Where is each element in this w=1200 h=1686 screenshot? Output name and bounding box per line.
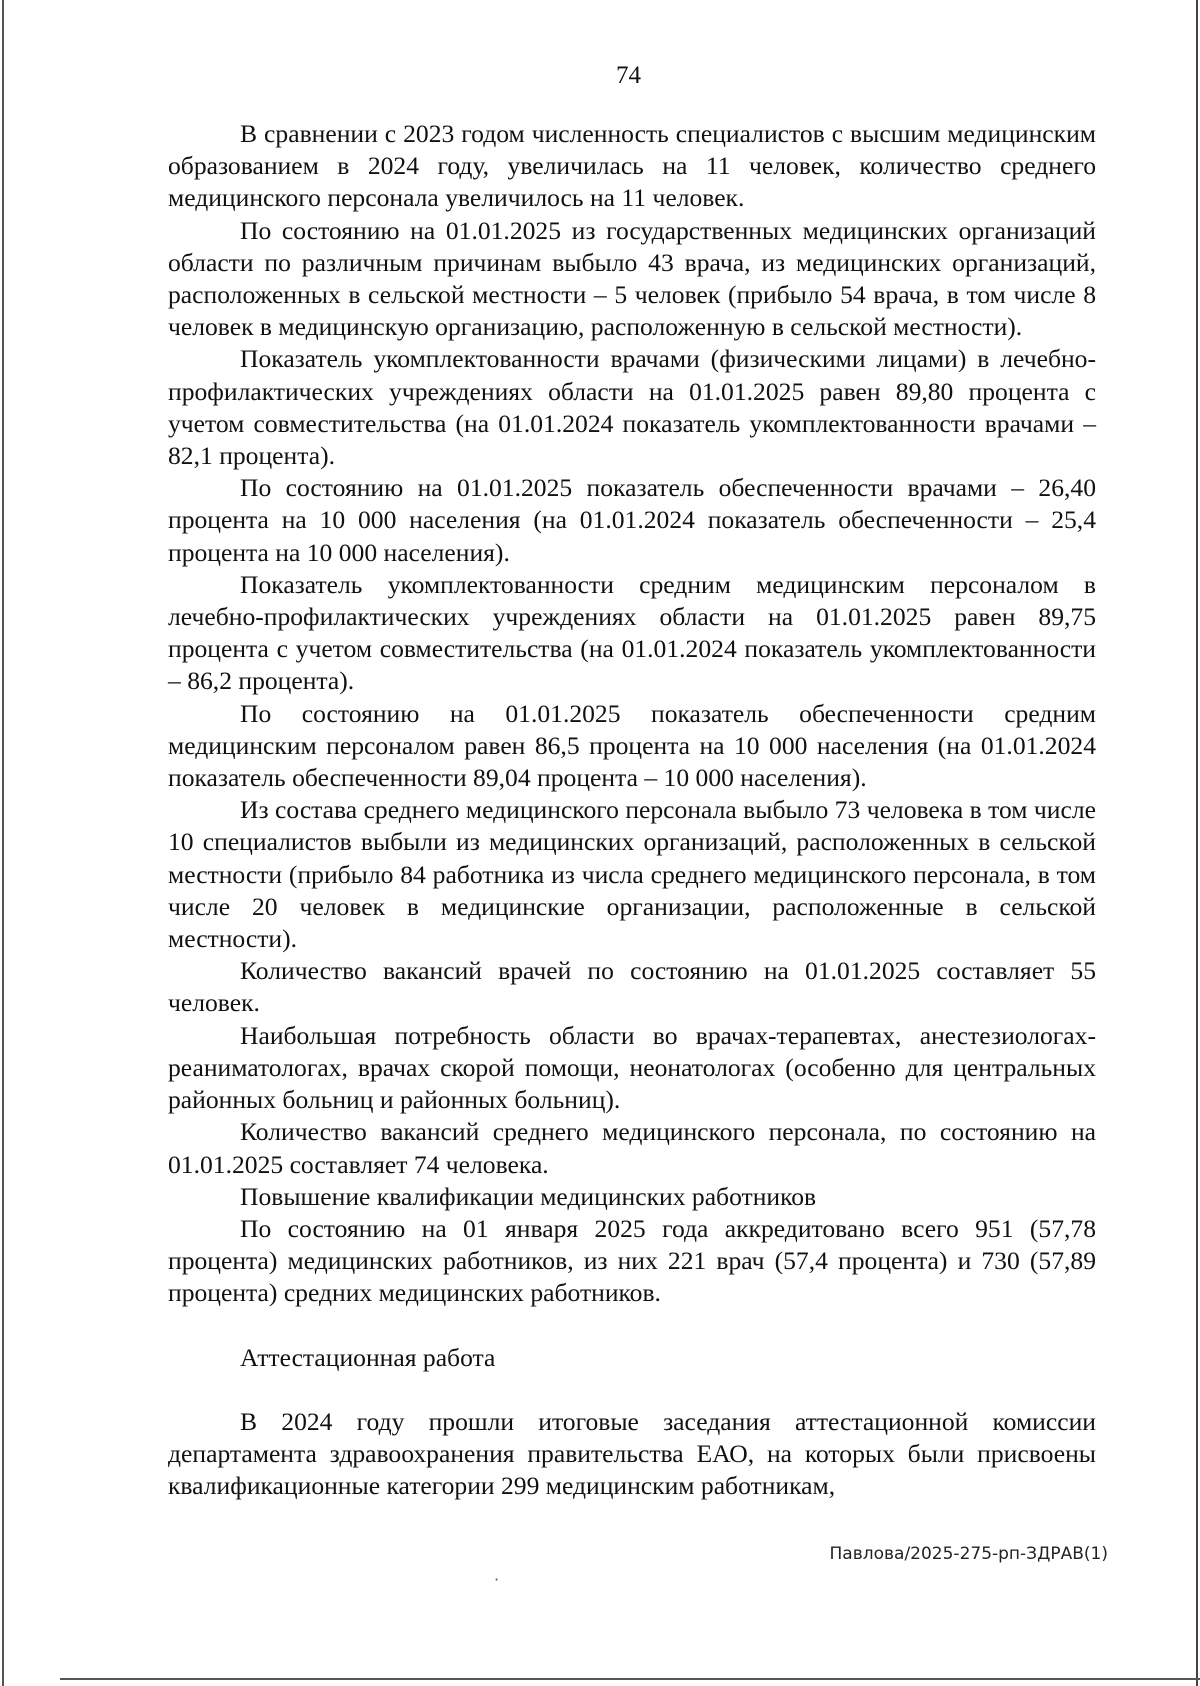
heading-qualification: Повышение квалификации медицинских работников (240, 1181, 817, 1211)
scan-left-edge (2, 0, 4, 1686)
scan-right-edge (1196, 0, 1198, 1686)
paragraph-doctor-provision: По состоянию на 01.01.2025 показатель обеспеченности врачами – 26,40 процента на 10 000 населения (на 01.01.2024 показатель обеспеченности – 25,4 процента на 10 000 населения). (168, 473, 1096, 567)
scan-bottom-edge (60, 1678, 1200, 1680)
scan-dot-mark: · (494, 1570, 500, 1589)
document-body (168, 118, 1096, 1502)
paragraph-nurses-departed: Из состава среднего медицинского персонала выбыло 73 человека в том числе 10 специалистов выбыли из медицинских организаций, расположенных в сельской местности (прибыло 84 работника из числа среднего медицинского персонала, в том числе 20 человек в медицинские организации, расположенные в сельской местности). (168, 795, 1096, 954)
paragraph-nurse-staffing: Показатель укомплектованности средним медицинским персоналом в лечебно-профилактических учреждениях области на 01.01.2025 равен 89,75 процента с учетом совместительства (на 01.01.2024 показатель укомплектованности – 86,2 процента). (168, 569, 1096, 696)
footer-document-reference: Павлова/2025-275-рп-ЗДРАВ(1) (829, 1544, 1108, 1564)
paragraph-nurse-provision: По состоянию на 01.01.2025 показатель обеспеченности средним медицинским персоналом равен 86,5 процента на 10 000 населения (на 01.01.2024 показатель обеспеченности 89,04 процента – 10 000 населения). (168, 698, 1096, 793)
heading-attestation: Аттестационная работа (240, 1342, 496, 1372)
page-number: 74 (616, 62, 641, 89)
paragraph-specialists-comparison: В сравнении с 2023 годом численность специалистов с высшим медицинским образованием в 2024 году, увеличилась на 11 человек, количество среднего медицинского персонала увеличилось на 11 человек. (168, 119, 1096, 213)
paragraph-doctor-staffing: Показатель укомплектованности врачами (физическими лицами) в лечебно-профилактических учреждениях области на 01.01.2025 равен 89,80 процента с учетом совместительства (на 01.01.2024 показатель укомплектованности врачами – 82,1 процента). (168, 344, 1096, 471)
paragraph-doctor-vacancies: Количество вакансий врачей по состоянию на 01.01.2025 составляет 55 человек. (168, 956, 1096, 1018)
paragraph-greatest-need: Наибольшая потребность области во врачах-терапевтах, анестезиологах-реаниматологах, врачах скорой помощи, неонатологах (особенно для центральных районных больниц и районных больниц). (168, 1020, 1096, 1115)
paragraph-accreditation: По состоянию на 01 января 2025 года аккредитовано всего 951 (57,78 процента) медицинских работников, из них 221 врач (57,4 процента) и 730 (57,89 процента) средних медицинских работников. (168, 1213, 1096, 1308)
paragraph-nurse-vacancies: Количество вакансий среднего медицинского персонала, по состоянию на 01.01.2025 составляет 74 человека. (168, 1117, 1096, 1179)
paragraph-attestation: В 2024 году прошли итоговые заседания аттестационной комиссии департамента здравоохранения правительства ЕАО, на которых были присвоены квалификационные категории 299 медицинским работникам, (168, 1406, 1096, 1501)
paragraph-doctors-departed: По состоянию на 01.01.2025 из государственных медицинских организаций области по различным причинам выбыло 43 врача, из медицинских организаций, расположенных в сельской местности – 5 человек (прибыло 54 врача, в том числе 8 человек в медицинскую организацию, расположенную в сельской местности). (168, 215, 1096, 342)
